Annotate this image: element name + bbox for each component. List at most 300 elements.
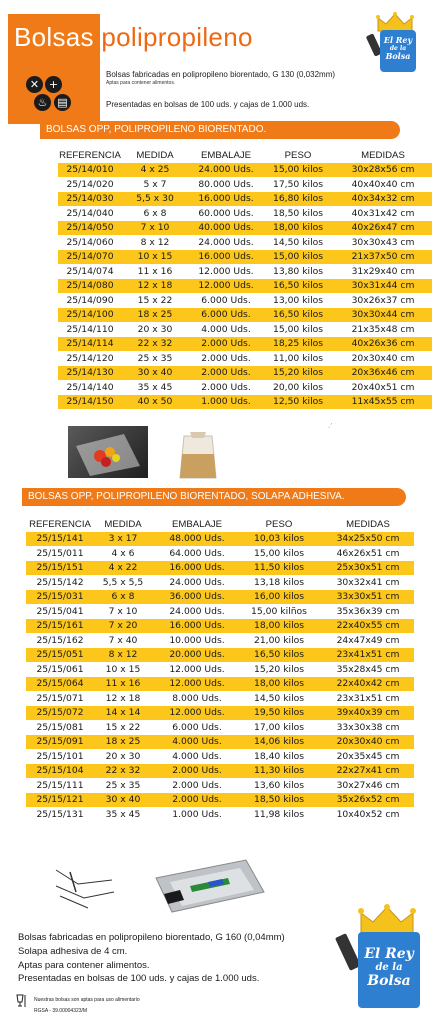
table-cell: 14 x 14 xyxy=(94,706,152,720)
table-row xyxy=(236,721,414,735)
table-row xyxy=(262,250,432,264)
table-cell: 15 x 22 xyxy=(94,721,152,735)
table-cell: 25/14/070 xyxy=(58,250,122,264)
table-cell: 13,80 kilos xyxy=(262,265,334,279)
table-row xyxy=(262,337,432,351)
table-cell: 25/15/051 xyxy=(26,648,94,662)
intro-line-2: Presentadas en bolsas de 100 uds. y cajas de 1.000 uds. xyxy=(106,100,310,109)
table-cell: 25/14/140 xyxy=(58,381,122,395)
table-cell: 25/14/114 xyxy=(58,337,122,351)
table-cell: 5 x 7 xyxy=(122,178,188,192)
table-cell: 16.000 Uds. xyxy=(152,619,242,633)
table-row xyxy=(262,207,432,221)
table-cell: 30x27x46 cm xyxy=(322,779,414,793)
table-cell: 18,00 kilos xyxy=(262,221,334,235)
table-cell: 15,00 kilos xyxy=(262,163,334,177)
table-cell: 10,03 kilos xyxy=(236,532,322,546)
table-cell: 25/15/071 xyxy=(26,692,94,706)
table-row xyxy=(236,605,414,619)
table-cell: 11 x 16 xyxy=(122,265,188,279)
table-cell: 14,06 kilos xyxy=(236,735,322,749)
table-cell: 25/14/074 xyxy=(58,265,122,279)
cutlery-icon: ✕ xyxy=(26,76,43,93)
table-cell: 30x31x44 cm xyxy=(334,279,432,293)
table-row xyxy=(236,663,414,677)
table-cell: 18,50 kilos xyxy=(236,793,322,807)
table-cell: 8.000 Uds. xyxy=(152,692,242,706)
table-row xyxy=(262,265,432,279)
table-cell: 6.000 Uds. xyxy=(152,721,242,735)
table-cell: 40x34x32 cm xyxy=(334,192,432,206)
table-row xyxy=(58,366,264,380)
table-cell: 13,18 kilos xyxy=(236,576,322,590)
table-row xyxy=(26,721,242,735)
crown-icon xyxy=(376,12,414,32)
table-cell: 10 x 15 xyxy=(94,663,152,677)
table-cell: 25/15/064 xyxy=(26,677,94,691)
footer-small-line-2: RGSA - 39.00004323/M xyxy=(34,1008,88,1014)
table-row xyxy=(26,532,242,546)
table-cell: 2.000 Uds. xyxy=(152,793,242,807)
table-cell: 19,50 kilos xyxy=(236,706,322,720)
table-cell: 16,50 kilos xyxy=(262,308,334,322)
table-cell: 7 x 20 xyxy=(94,619,152,633)
footer-line-3: Aptas para contener alimentos. xyxy=(18,959,150,971)
table-cell: 16,80 kilos xyxy=(262,192,334,206)
table-cell: 25/15/121 xyxy=(26,793,94,807)
table-row xyxy=(236,706,414,720)
col-header-referencia: REFERENCIA xyxy=(59,149,121,161)
table-row xyxy=(58,381,264,395)
table-cell: 10.000 Uds. xyxy=(152,634,242,648)
table-cell: 15,00 kilos xyxy=(262,323,334,337)
logo-line-2-large: de la xyxy=(375,962,403,973)
table-cell: 25/14/020 xyxy=(58,178,122,192)
table-cell: 12.000 Uds. xyxy=(188,265,264,279)
table-row xyxy=(26,619,242,633)
footer-small-text xyxy=(34,995,140,1017)
table-cell: 25/14/090 xyxy=(58,294,122,308)
table-row xyxy=(262,294,432,308)
col-header-embalaje: EMBALAJE xyxy=(200,149,252,161)
table-cell: 25/15/101 xyxy=(26,750,94,764)
table-row xyxy=(58,294,264,308)
logo-line-3: Bolsa xyxy=(385,51,411,61)
table-cell: 20x40x51 cm xyxy=(334,381,432,395)
table-cell: 18,50 kilos xyxy=(262,207,334,221)
table-cell: 60.000 Uds. xyxy=(188,207,264,221)
table-row xyxy=(262,221,432,235)
decorative-marks: ·´ xyxy=(328,424,333,431)
table-cell: 40x31x42 cm xyxy=(334,207,432,221)
table-cell: 25/15/031 xyxy=(26,590,94,604)
table-cell: 17,00 kilos xyxy=(236,721,322,735)
adhesive-flap-diagram xyxy=(48,862,118,910)
title-part-1: Bolsas xyxy=(14,22,94,52)
logo-line-2: de la xyxy=(389,45,407,52)
table-cell: 22x40x55 cm xyxy=(322,619,414,633)
table-row xyxy=(262,163,432,177)
table-row xyxy=(58,308,264,322)
table-cell: 22x27x41 cm xyxy=(322,764,414,778)
table-cell: 18 x 25 xyxy=(94,735,152,749)
table-cell: 40x40x40 cm xyxy=(334,178,432,192)
table-cell: 4 x 25 xyxy=(122,163,188,177)
brand-logo-top xyxy=(366,12,424,76)
logo-bag xyxy=(380,30,416,72)
intro-small: Aptas para contener alimentos. xyxy=(106,80,176,86)
table-cell: 15,00 kilños xyxy=(236,605,322,619)
table-cell: 15,20 kilos xyxy=(236,663,322,677)
table-cell: 30 x 40 xyxy=(94,793,152,807)
table-cell: 25/14/060 xyxy=(58,236,122,250)
table-cell: 30x28x56 cm xyxy=(334,163,432,177)
table-row xyxy=(236,735,414,749)
table-row xyxy=(26,750,242,764)
table-cell: 25/15/161 xyxy=(26,619,94,633)
footer-description xyxy=(18,931,285,986)
product-photo-adhesive-bag xyxy=(150,856,270,916)
table-row xyxy=(236,692,414,706)
table-cell: 17,50 kilos xyxy=(262,178,334,192)
table-row xyxy=(26,793,242,807)
table-row xyxy=(262,236,432,250)
footer-line-1: Bolsas fabricadas en polipropileno biorentado, G 160 (0,04mm) xyxy=(18,932,285,943)
product-photo-seeds xyxy=(170,424,226,480)
table-row xyxy=(26,634,242,648)
table-cell: 8 x 12 xyxy=(122,236,188,250)
table-row xyxy=(236,779,414,793)
col-header-medidas-2: MEDIDAS xyxy=(346,518,390,530)
table-cell: 35x28x45 cm xyxy=(322,663,414,677)
table-cell: 24.000 Uds. xyxy=(152,605,242,619)
table-cell: 10x40x52 cm xyxy=(322,808,414,822)
table-row xyxy=(26,706,242,720)
table-cell: 25/15/041 xyxy=(26,605,94,619)
section-1-table-left xyxy=(58,147,264,410)
table-row xyxy=(58,337,264,351)
table-cell: 4 x 6 xyxy=(94,547,152,561)
table-cell: 5,5 x 5,5 xyxy=(94,576,152,590)
table-cell: 25x30x51 cm xyxy=(322,561,414,575)
table-cell: 4.000 Uds. xyxy=(188,323,264,337)
table-row xyxy=(236,808,414,822)
table-cell: 25/15/011 xyxy=(26,547,94,561)
table-cell: 13,60 kilos xyxy=(236,779,322,793)
table-cell: 36.000 Uds. xyxy=(152,590,242,604)
footer-small-line-1: Nuestras bolsas son aptas para uso alimentario xyxy=(34,997,140,1003)
table-row xyxy=(26,808,242,822)
logo-bag-large xyxy=(358,932,420,1008)
table-cell: 15,00 kilos xyxy=(262,250,334,264)
table-cell: 11,30 kilos xyxy=(236,764,322,778)
table-cell: 6 x 8 xyxy=(122,207,188,221)
table-cell: 2.000 Uds. xyxy=(152,779,242,793)
table-cell: 35 x 45 xyxy=(122,381,188,395)
table-row xyxy=(262,192,432,206)
table-cell: 48.000 Uds. xyxy=(152,532,242,546)
table-cell: 20x36x46 cm xyxy=(334,366,432,380)
table-row xyxy=(262,308,432,322)
col-header-medida: MEDIDA xyxy=(136,149,174,161)
table-row xyxy=(262,381,432,395)
table-cell: 22 x 32 xyxy=(122,337,188,351)
table-row xyxy=(58,178,264,192)
table-cell: 25/15/142 xyxy=(26,576,94,590)
table-row xyxy=(26,648,242,662)
table-row xyxy=(26,663,242,677)
table-row xyxy=(236,619,414,633)
table-cell: 35x36x39 cm xyxy=(322,605,414,619)
table-cell: 25/14/120 xyxy=(58,352,122,366)
section-1-table-right xyxy=(262,147,432,410)
table-row xyxy=(236,532,414,546)
table-cell: 7 x 40 xyxy=(94,634,152,648)
table-cell: 24.000 Uds. xyxy=(152,576,242,590)
table-cell: 18,00 kilos xyxy=(236,677,322,691)
product-photo-candies xyxy=(68,426,148,478)
brand-logo-bottom xyxy=(336,904,432,1014)
table-cell: 20,00 kilos xyxy=(262,381,334,395)
table-cell: 25/14/050 xyxy=(58,221,122,235)
table-row xyxy=(26,735,242,749)
table-cell: 12.000 Uds. xyxy=(188,279,264,293)
table-cell: 25 x 35 xyxy=(94,779,152,793)
table-row xyxy=(58,265,264,279)
table-cell: 16,50 kilos xyxy=(262,279,334,293)
intro-line-1: Bolsas fabricadas en polipropileno biorentado, G 130 (0,032mm) xyxy=(106,70,336,79)
table-row xyxy=(58,250,264,264)
table-row xyxy=(26,547,242,561)
table-cell: 2.000 Uds. xyxy=(188,366,264,380)
table-row xyxy=(236,677,414,691)
crown-icon-large xyxy=(358,904,416,934)
table-cell: 23x31x51 cm xyxy=(322,692,414,706)
table-row xyxy=(262,279,432,293)
table-cell: 4.000 Uds. xyxy=(152,735,242,749)
table-row xyxy=(236,547,414,561)
table-row xyxy=(58,236,264,250)
table-cell: 30x26x37 cm xyxy=(334,294,432,308)
table-cell: 25/15/061 xyxy=(26,663,94,677)
table-row xyxy=(236,648,414,662)
table-cell: 6.000 Uds. xyxy=(188,308,264,322)
table-cell: 15,00 kilos xyxy=(236,547,322,561)
table-cell: 25/14/130 xyxy=(58,366,122,380)
table-row xyxy=(26,764,242,778)
table-cell: 25/15/111 xyxy=(26,779,94,793)
table-cell: 7 x 10 xyxy=(122,221,188,235)
section-1-banner: BOLSAS OPP, POLIPROPILENO BIORENTADO. xyxy=(40,121,400,139)
col-header-medidas: MEDIDAS xyxy=(361,149,405,161)
table-cell: 6 x 8 xyxy=(94,590,152,604)
table-cell: 25/15/081 xyxy=(26,721,94,735)
table-cell: 21,00 kilos xyxy=(236,634,322,648)
table-cell: 20 x 30 xyxy=(94,750,152,764)
table-row xyxy=(26,576,242,590)
table-cell: 33x30x38 cm xyxy=(322,721,414,735)
table-cell: 25/14/100 xyxy=(58,308,122,322)
table-cell: 6.000 Uds. xyxy=(188,294,264,308)
table-cell: 2.000 Uds. xyxy=(188,352,264,366)
table-cell: 40 x 50 xyxy=(122,395,188,409)
table-cell: 25/14/110 xyxy=(58,323,122,337)
table-cell: 10 x 15 xyxy=(122,250,188,264)
table-row xyxy=(58,192,264,206)
table-row xyxy=(26,561,242,575)
table-row xyxy=(236,793,414,807)
table-row xyxy=(26,605,242,619)
table-cell: 25/15/104 xyxy=(26,764,94,778)
table-row xyxy=(58,221,264,235)
table-cell: 35x26x52 cm xyxy=(322,793,414,807)
table-row xyxy=(26,677,242,691)
table-row xyxy=(236,764,414,778)
table-cell: 25/14/040 xyxy=(58,207,122,221)
table-cell: 20x30x40 cm xyxy=(322,735,414,749)
table-cell: 18,00 kilos xyxy=(236,619,322,633)
title-part-2: polipropileno xyxy=(93,22,253,52)
feature-icons xyxy=(26,74,78,114)
logo-line-1: El Rey xyxy=(383,35,413,45)
table-row xyxy=(58,323,264,337)
table-cell: 64.000 Uds. xyxy=(152,547,242,561)
table-row xyxy=(26,692,242,706)
intro-text xyxy=(106,70,335,110)
table-cell: 7 x 10 xyxy=(94,605,152,619)
table-cell: 25/15/151 xyxy=(26,561,94,575)
table-cell: 14,50 kilos xyxy=(236,692,322,706)
table-cell: 21x35x48 cm xyxy=(334,323,432,337)
table-row xyxy=(236,576,414,590)
table-row xyxy=(58,395,264,409)
table-cell: 39x40x39 cm xyxy=(322,706,414,720)
table-cell: 30x30x44 cm xyxy=(334,308,432,322)
table-cell: 25/15/141 xyxy=(26,532,94,546)
table-cell: 12,50 kilos xyxy=(262,395,334,409)
table-cell: 25/14/150 xyxy=(58,395,122,409)
table-row xyxy=(58,352,264,366)
table-row xyxy=(26,779,242,793)
document-icon: ▤ xyxy=(54,94,71,111)
plus-icon: + xyxy=(45,76,62,93)
table-cell: 15,20 kilos xyxy=(262,366,334,380)
table-cell: 25 x 35 xyxy=(122,352,188,366)
table-cell: 23x41x51 cm xyxy=(322,648,414,662)
logo-line-1-large: El Rey xyxy=(364,946,414,962)
table-cell: 16.000 Uds. xyxy=(188,250,264,264)
table-cell: 24x47x49 cm xyxy=(322,634,414,648)
table-cell: 30x30x43 cm xyxy=(334,236,432,250)
table-cell: 11,50 kilos xyxy=(236,561,322,575)
table-cell: 13,00 kilos xyxy=(262,294,334,308)
table-cell: 25/15/131 xyxy=(26,808,94,822)
table-cell: 12.000 Uds. xyxy=(152,706,242,720)
table-cell: 12 x 18 xyxy=(122,279,188,293)
food-safe-glass-fork-icon xyxy=(16,994,28,1008)
table-row xyxy=(262,178,432,192)
table-cell: 20x35x45 cm xyxy=(322,750,414,764)
table-cell: 11x45x55 cm xyxy=(334,395,432,409)
table-cell: 20 x 30 xyxy=(122,323,188,337)
table-cell: 34x25x50 cm xyxy=(322,532,414,546)
col-header-peso: PESO xyxy=(284,149,312,161)
table-row xyxy=(236,590,414,604)
table-cell: 12 x 18 xyxy=(94,692,152,706)
table-cell: 11,98 kilos xyxy=(236,808,322,822)
table-cell: 12.000 Uds. xyxy=(152,663,242,677)
table-row xyxy=(236,561,414,575)
table-row xyxy=(262,323,432,337)
table-cell: 33x30x51 cm xyxy=(322,590,414,604)
table-cell: 8 x 12 xyxy=(94,648,152,662)
table-cell: 40x26x36 cm xyxy=(334,337,432,351)
table-cell: 25/14/010 xyxy=(58,163,122,177)
table-cell: 46x26x51 cm xyxy=(322,547,414,561)
table-row xyxy=(236,750,414,764)
table-row xyxy=(262,366,432,380)
table-cell: 16,00 kilos xyxy=(236,590,322,604)
page-title xyxy=(14,22,253,53)
table-cell: 25/15/091 xyxy=(26,735,94,749)
col-header-embalaje-2: EMBALAJE xyxy=(171,518,223,530)
table-cell: 22 x 32 xyxy=(94,764,152,778)
table-cell: 40.000 Uds. xyxy=(188,221,264,235)
table-cell: 11 x 16 xyxy=(94,677,152,691)
table-row xyxy=(58,207,264,221)
table-cell: 5,5 x 30 xyxy=(122,192,188,206)
table-cell: 2.000 Uds. xyxy=(188,337,264,351)
table-row xyxy=(26,590,242,604)
footer-line-4: Presentadas en bolsas de 100 uds. y cajas de 1.000 uds. xyxy=(18,973,260,985)
table-cell: 24.000 Uds. xyxy=(188,236,264,250)
table-row xyxy=(236,634,414,648)
table-cell: 25/14/080 xyxy=(58,279,122,293)
table-cell: 20x30x40 cm xyxy=(334,352,432,366)
table-cell: 2.000 Uds. xyxy=(188,381,264,395)
table-cell: 31x29x40 cm xyxy=(334,265,432,279)
table-cell: 18,40 kilos xyxy=(236,750,322,764)
table-cell: 3 x 17 xyxy=(94,532,152,546)
table-cell: 1.000 Uds. xyxy=(152,808,242,822)
footer-line-2: Solapa adhesiva de 4 cm. xyxy=(18,945,128,957)
table-cell: 15 x 22 xyxy=(122,294,188,308)
table-cell: 22x40x42 cm xyxy=(322,677,414,691)
baby-bottle-icon: ♨ xyxy=(34,94,51,111)
table-cell: 30 x 40 xyxy=(122,366,188,380)
col-header-peso-2: PESO xyxy=(265,518,293,530)
table-cell: 2.000 Uds. xyxy=(152,764,242,778)
table-cell: 30x32x41 cm xyxy=(322,576,414,590)
col-header-medida-2: MEDIDA xyxy=(104,518,142,530)
table-cell: 25/15/072 xyxy=(26,706,94,720)
table-row xyxy=(262,352,432,366)
table-cell: 14,50 kilos xyxy=(262,236,334,250)
table-cell: 1.000 Uds. xyxy=(188,395,264,409)
table-cell: 16.000 Uds. xyxy=(188,192,264,206)
section-2-table-right xyxy=(236,516,414,822)
col-header-referencia-2: REFERENCIA xyxy=(29,518,91,530)
table-row xyxy=(262,395,432,409)
table-cell: 18 x 25 xyxy=(122,308,188,322)
table-cell: 16,50 kilos xyxy=(236,648,322,662)
table-cell: 35 x 45 xyxy=(94,808,152,822)
table-cell: 80.000 Uds. xyxy=(188,178,264,192)
table-cell: 4 x 22 xyxy=(94,561,152,575)
table-row xyxy=(58,279,264,293)
table-cell: 4.000 Uds. xyxy=(152,750,242,764)
table-cell: 21x37x50 cm xyxy=(334,250,432,264)
